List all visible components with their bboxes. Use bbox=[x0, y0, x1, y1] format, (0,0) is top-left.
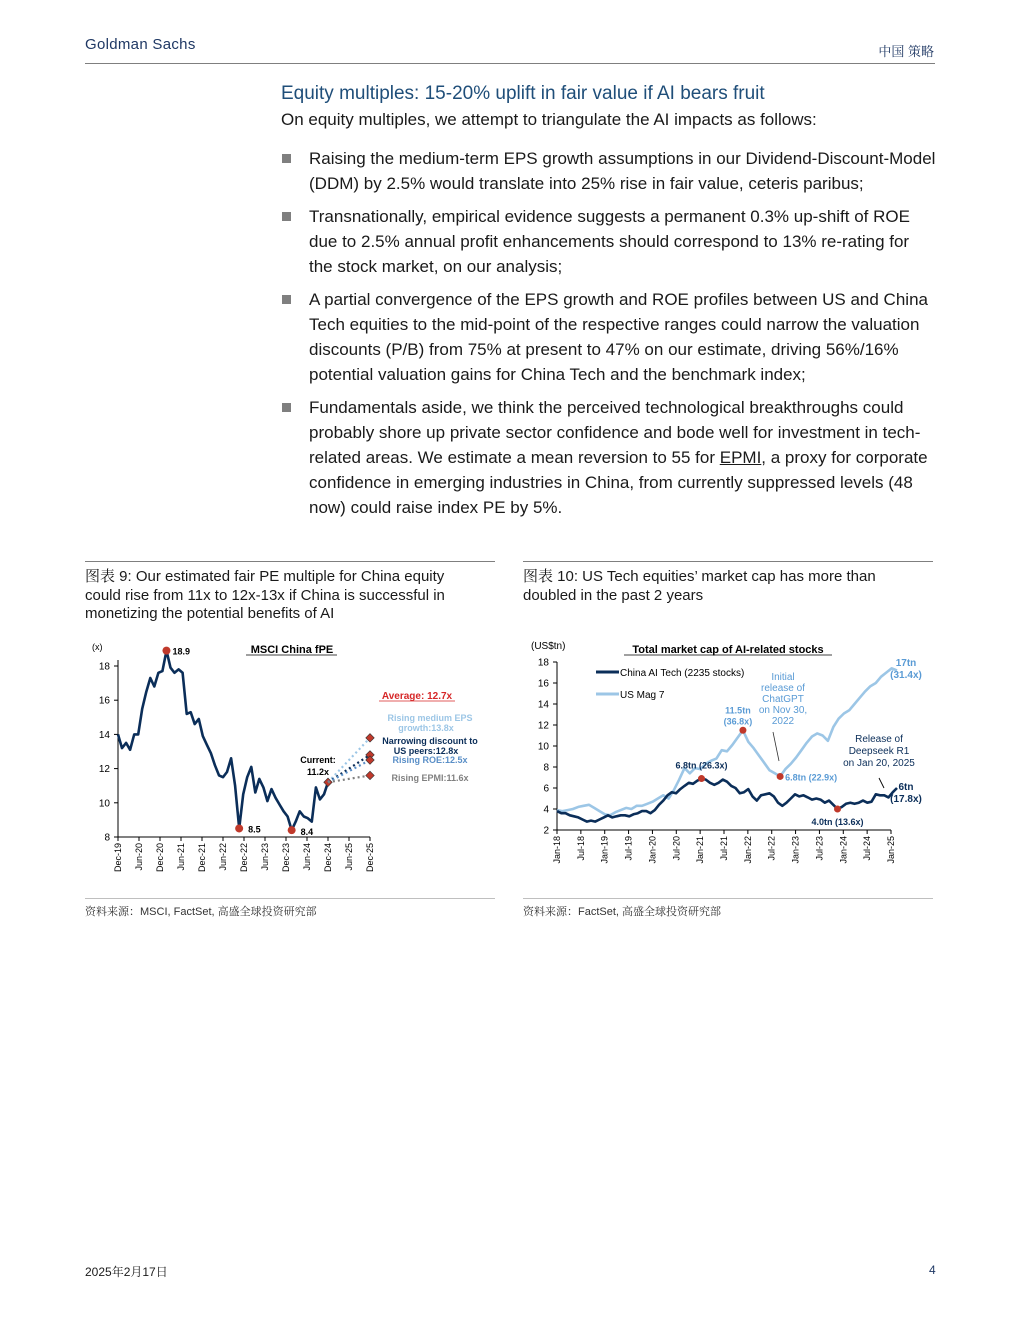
chatgpt-annotation: on Nov 30, bbox=[758, 705, 808, 716]
figure9-caption: 图表 9: Our estimated fair PE multiple for China equity could rise from 11x to 12x-13x if China is successful in monetizing the potential benefits of AI bbox=[85, 568, 445, 622]
x-tick-label: Jun-21 bbox=[176, 843, 186, 871]
chatgpt-arrow bbox=[773, 732, 779, 761]
report-section: 中国 策略 bbox=[878, 44, 934, 59]
y-tick-label: 18 bbox=[537, 657, 549, 669]
x-tick-label: Dec-23 bbox=[281, 843, 291, 873]
y-tick-label: 14 bbox=[98, 729, 110, 741]
bullet-square-icon bbox=[282, 403, 291, 412]
scenario-marker bbox=[366, 771, 374, 779]
x-tick-label: Dec-20 bbox=[155, 843, 165, 873]
chart-title: Total market cap of AI-related stocks bbox=[632, 644, 824, 656]
peak-marker bbox=[162, 647, 170, 655]
epmi-link[interactable]: EPMI bbox=[719, 448, 762, 467]
figure10-caption: 图表 10: US Tech equities’ market cap has more than doubled in the past 2 years bbox=[523, 568, 876, 604]
figure10-top-rule bbox=[523, 561, 933, 562]
scenario-label: Rising EPMI:11.6x bbox=[391, 773, 469, 783]
x-tick-label: Jan-25 bbox=[886, 836, 896, 864]
y-tick-label: 10 bbox=[537, 741, 549, 753]
y-tick-label: 16 bbox=[98, 695, 110, 707]
china-2024-marker bbox=[834, 806, 841, 813]
low-2024-marker bbox=[288, 826, 296, 834]
scenario-label: US peers:12.8x bbox=[393, 746, 459, 756]
x-tick-label: Dec-25 bbox=[365, 843, 375, 873]
x-tick-label: Jun-20 bbox=[134, 843, 144, 871]
scenario-label: Rising medium EPS bbox=[387, 713, 473, 723]
us-now-label: 17tn bbox=[895, 658, 917, 669]
y-tick-label: 18 bbox=[98, 661, 110, 673]
y-tick-label: 10 bbox=[98, 798, 110, 810]
scenario-label: Narrowing discount to bbox=[382, 736, 478, 746]
bullet-square-icon bbox=[282, 212, 291, 221]
bullet-text: Transnationally, empirical evidence suggests a permanent 0.3% up-shift of ROE due to 2.5% annual profit enhancements should correspond to 13% re-rating for the stock market, on our analysis; bbox=[309, 207, 910, 276]
current-marker bbox=[324, 778, 332, 786]
legend-label-us: US Mag 7 bbox=[620, 690, 665, 701]
bullet-text: , a proxy for corporate confidence in emerging industries in China, from currently suppressed levels (48 now) could raise index PE by 5%. bbox=[309, 448, 928, 517]
bullet-text: Fundamentals aside, we think the perceived technological breakthroughs could probably shore up private sector confidence and bode well for investment in tech-related areas. We estimate a mean reversion to 55 for bbox=[309, 398, 921, 467]
us-peak-label: 11.5tn bbox=[725, 705, 751, 716]
low-2024-label: 8.4 bbox=[300, 827, 314, 838]
header-divider bbox=[85, 63, 935, 64]
y-tick-label: 16 bbox=[537, 678, 549, 690]
china-2022-label: 6.8tn (26.3x) bbox=[675, 760, 728, 771]
x-tick-label: Jan-22 bbox=[742, 836, 753, 864]
page-number: 4 bbox=[929, 1263, 936, 1277]
y-tick-label: 8 bbox=[104, 832, 110, 844]
y-tick-label: 8 bbox=[543, 762, 549, 774]
x-tick-label: Jan-24 bbox=[838, 836, 849, 864]
x-tick-label: Dec-24 bbox=[323, 843, 333, 873]
x-tick-label: Jan-19 bbox=[599, 836, 610, 864]
x-tick-label: Jun-23 bbox=[260, 843, 270, 871]
chatgpt-annotation: release of bbox=[761, 683, 805, 694]
x-tick-label: Jan-18 bbox=[552, 836, 562, 864]
series-line-fpe bbox=[118, 651, 328, 831]
deepseek-arrow bbox=[879, 778, 884, 788]
current-label: 11.2x bbox=[306, 767, 330, 777]
chatgpt-annotation: Initial bbox=[771, 672, 795, 683]
x-tick-label: Jun-25 bbox=[344, 843, 354, 871]
us-peak-marker bbox=[739, 727, 746, 734]
bullet-item bbox=[281, 395, 937, 520]
bullet-list bbox=[281, 146, 937, 528]
low-2022-marker bbox=[235, 824, 243, 832]
figure10-chart bbox=[523, 630, 933, 890]
figure10-bottom-rule bbox=[523, 898, 933, 899]
low-2022-label: 8.5 bbox=[248, 824, 261, 835]
figure9-source: 资料来源：MSCI, FactSet, 高盛全球投资研究部 bbox=[85, 906, 317, 918]
x-tick-label: Jul-24 bbox=[862, 836, 873, 861]
x-tick-label: Dec-19 bbox=[113, 843, 123, 873]
y-tick-label: 12 bbox=[98, 764, 110, 776]
x-tick-label: Jul-20 bbox=[671, 836, 682, 861]
china-now-label: (17.8x) bbox=[890, 794, 922, 805]
us-2022-label: 6.8tn (22.9x) bbox=[785, 772, 838, 783]
y-tick-label: 6 bbox=[543, 783, 549, 795]
x-tick-label: Jul-21 bbox=[719, 836, 729, 861]
x-tick-label: Jun-24 bbox=[302, 843, 312, 871]
intro-paragraph: On equity multiples, we attempt to triangulate the AI impacts as follows: bbox=[281, 110, 817, 129]
report-date: 2025年2月17日 bbox=[85, 1265, 168, 1279]
bullet-item bbox=[281, 287, 937, 387]
bullet-square-icon bbox=[282, 154, 291, 163]
us-2022-marker bbox=[777, 773, 784, 780]
x-tick-label: Dec-21 bbox=[197, 843, 207, 873]
series-line-china-ai bbox=[557, 779, 897, 822]
y-axis-unit: (x) bbox=[92, 642, 103, 652]
deepseek-annotation: Deepseek R1 bbox=[848, 746, 910, 757]
scenario-path bbox=[328, 775, 370, 782]
y-tick-label: 14 bbox=[537, 699, 549, 711]
y-tick-label: 4 bbox=[543, 804, 549, 816]
chatgpt-annotation: 2022 bbox=[771, 716, 795, 727]
us-now-label: (31.4x) bbox=[890, 670, 922, 681]
y-tick-label: 2 bbox=[543, 825, 549, 837]
average-label: Average: 12.7x bbox=[381, 691, 453, 702]
x-tick-label: Dec-22 bbox=[239, 843, 249, 873]
chart-title: MSCI China fPE bbox=[250, 644, 334, 656]
y-axis-unit: (US$tn) bbox=[531, 641, 566, 652]
x-tick-label: Jan-20 bbox=[647, 836, 658, 864]
x-tick-label: Jul-19 bbox=[623, 836, 634, 861]
x-tick-label: Jul-23 bbox=[814, 836, 825, 861]
figure10-source: 资料来源：FactSet, 高盛全球投资研究部 bbox=[523, 906, 722, 918]
x-tick-label: Jan-21 bbox=[695, 836, 706, 864]
deepseek-annotation: on Jan 20, 2025 bbox=[843, 758, 915, 769]
figure9-bottom-rule bbox=[85, 898, 495, 899]
scenario-label: growth:13.8x bbox=[398, 723, 454, 733]
y-tick-label: 12 bbox=[537, 720, 549, 732]
brand-logo-text: Goldman Sachs bbox=[85, 36, 196, 53]
figure9-chart bbox=[85, 630, 495, 890]
section-title: Equity multiples: 15-20% uplift in fair value if AI bears fruit bbox=[281, 83, 765, 104]
figure9-top-rule bbox=[85, 561, 495, 562]
us-peak-label: (36.8x) bbox=[723, 716, 753, 727]
x-tick-label: Jul-22 bbox=[766, 836, 777, 861]
deepseek-annotation: Release of bbox=[855, 734, 903, 745]
china-2024-label: 4.0tn (13.6x) bbox=[811, 817, 864, 827]
series-line-us-mag7 bbox=[557, 668, 897, 815]
current-label: Current: bbox=[300, 755, 336, 765]
bullet-text: Raising the medium-term EPS growth assumptions in our Dividend-Discount-Model (DDM) by 2.5% would translate into 25% rise in fair value, ceteris paribus; bbox=[309, 149, 936, 193]
bullet-item bbox=[281, 146, 937, 196]
x-tick-label: Jul-18 bbox=[575, 836, 586, 861]
chatgpt-annotation: ChatGPT bbox=[762, 694, 804, 705]
peak-label: 18.9 bbox=[172, 646, 190, 657]
bullet-square-icon bbox=[282, 295, 291, 304]
x-tick-label: Jun-22 bbox=[218, 843, 228, 871]
bullet-text: A partial convergence of the EPS growth and ROE profiles between US and China Tech equities to the mid-point of the respective ranges could narrow the valuation discounts (P/B) from 75% at present to 47% on our estimate, driving 56%/16% potential valuation gains for China Tech and the benchmark index; bbox=[309, 290, 928, 384]
x-tick-label: Jan-23 bbox=[790, 836, 801, 864]
scenario-label: Rising ROE:12.5x bbox=[392, 755, 468, 765]
china-2022-marker bbox=[698, 775, 705, 782]
china-now-label: 6tn bbox=[898, 782, 914, 793]
bullet-item bbox=[281, 204, 937, 279]
legend-label-china: China AI Tech (2235 stocks) bbox=[620, 668, 745, 679]
